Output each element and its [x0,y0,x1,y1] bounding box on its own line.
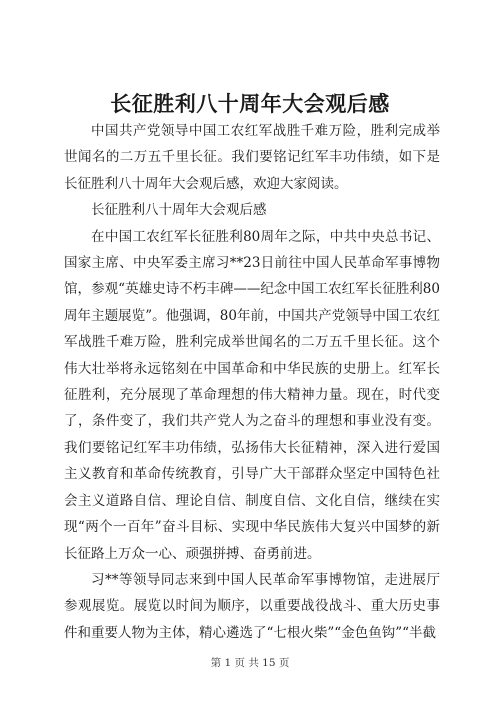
document-body [64,118,440,646]
body-paragraph: 习**等领导同志来到中国人民革命军事博物馆，走进展厅参观展览。展览以时间为顺序，以重要战役战斗、重大历史事件和重要人物为主体，精心遴选了“七根火柴”“金色鱼钩”“半截 [64,571,440,641]
section-heading: 长征胜利八十周年大会观后感 [91,202,267,219]
body-paragraph: 在中国工农红军长征胜利80周年之际，中共中央总书记、国家主席、中央军委主席习**23日前往中国人民革命军事博物馆，参观“英雄史诗不朽丰碑——纪念中国工农红军长征胜利80周年主题展览”。他强调，80年前，中国共产党领导中国工农红军战胜千难万险，胜利完成举世闻名的二万五千里长征。这个伟大壮举将永远铭刻在中国革命和中华民族的史册上。红军长征胜利，充分展现了革命理想的伟大精神力量。现在，时代变了，条件变了，我们共产党人为之奋斗的理想和事业没有变。我们要铭记红军丰功伟绩，弘扬伟大长征精神，深入进行爱国主义教育和革命传统教育，引导广大干部群众坚定中国特色社会主义道路自信、理论自信、制度自信、文化自信，继续在实现“两个一百年”奋斗目标、实现中华民族伟大复兴中国梦的新长征路上万众一心、顽强拼搏、奋勇前进。 [64,228,440,562]
document-title: 长征胜利八十周年大会观后感 [110,91,390,116]
intro-paragraph: 中国共产党领导中国工农红军战胜千难万险，胜利完成举世闻名的二万五千里长征。我们要铭记红军丰功伟绩，如下是长征胜利八十周年大会观后感，欢迎大家阅读。 [64,123,440,192]
page-footer: 第 1 页 共 15 页 [210,657,290,669]
